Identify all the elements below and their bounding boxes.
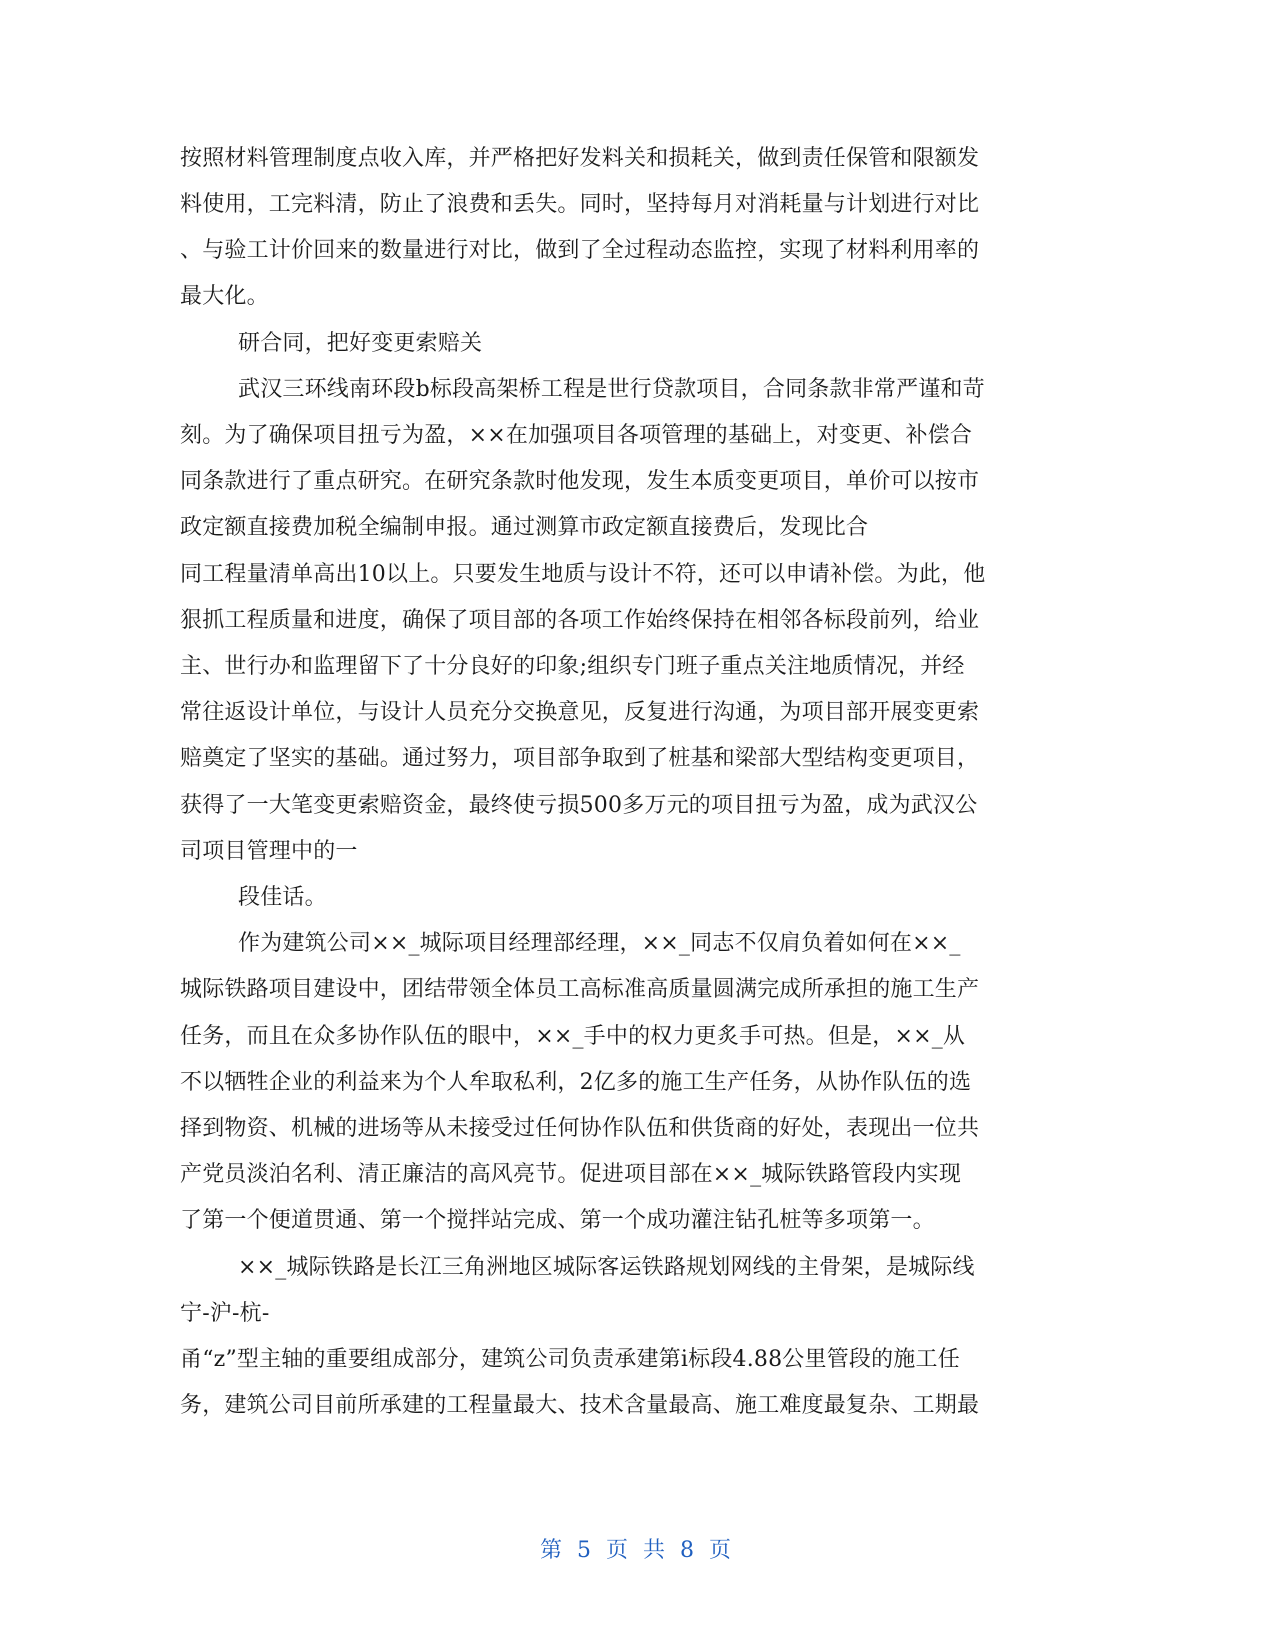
text-line: 、与验工计价回来的数量进行对比，做到了全过程动态监控，实现了材料利用率的 — [180, 238, 980, 263]
text-line: 作为建筑公司××_城际项目经理部经理，××_同志不仅肩负着如何在××_ — [238, 931, 961, 956]
text-line: 城际铁路项目建设中，团结带领全体员工高标准高质量圆满完成所承担的施工生产 — [180, 977, 980, 1002]
page-number-footer: 第 5 页 共 8 页 — [540, 1538, 735, 1563]
text-line: 务，建筑公司目前所承建的工程量最大、技术含量最高、施工难度最复杂、工期最 — [180, 1393, 980, 1418]
text-line: 狠抓工程质量和进度，确保了项目部的各项工作始终保持在相邻各标段前列，给业 — [180, 608, 980, 633]
text-line: 获得了一大笔变更索赔资金，最终使亏损500多万元的项目扭亏为盈，成为武汉公 — [180, 793, 978, 818]
text-line: 宁-沪-杭- — [180, 1301, 270, 1326]
text-line: 赔奠定了坚实的基础。通过努力，项目部争取到了桩基和梁部大型结构变更项目， — [180, 746, 980, 771]
text-line: 主、世行办和监理留下了十分良好的印象;组织专门班子重点关注地质情况，并经 — [180, 654, 965, 679]
text-line: 任务，而且在众多协作队伍的眼中，××_手中的权力更炙手可热。但是，××_从 — [180, 1024, 966, 1049]
text-line: 同工程量清单高出10以上。只要发生地质与设计不符，还可以申请补偿。为此，他 — [180, 562, 986, 587]
text-line: 政定额直接费加税全编制申报。通过测算市政定额直接费后，发现比合 — [180, 515, 869, 540]
text-line: 不以牺牲企业的利益来为个人牟取私利，2亿多的施工生产任务，从协作队伍的选 — [180, 1070, 972, 1095]
text-line: 常往返设计单位，与设计人员充分交换意见，反复进行沟通，为项目部开展变更索 — [180, 700, 980, 725]
text-line: 刻。为了确保项目扭亏为盈，××在加强项目各项管理的基础上，对变更、补偿合 — [180, 423, 973, 448]
text-line: 产党员淡泊名利、清正廉洁的高风亮节。促进项目部在××_城际铁路管段内实现 — [180, 1162, 962, 1187]
text-line: 同条款进行了重点研究。在研究条款时他发现，发生本质变更项目，单价可以按市 — [180, 469, 980, 494]
text-line: 料使用，工完料清，防止了浪费和丢失。同时，坚持每月对消耗量与计划进行对比 — [180, 192, 980, 217]
text-line: 武汉三环线南环段b标段高架桥工程是世行贷款项目，合同条款非常严谨和苛 — [238, 377, 985, 402]
section-heading: 研合同，把好变更索赔关 — [238, 331, 483, 356]
text-line: 司项目管理中的一 — [180, 839, 358, 864]
text-line: 段佳话。 — [238, 885, 327, 910]
text-line: 择到物资、机械的进场等从未接受过任何协作队伍和供货商的好处，表现出一位共 — [180, 1116, 980, 1141]
text-line: ××_城际铁路是长江三角洲地区城际客运铁路规划网线的主骨架，是城际线 — [238, 1255, 975, 1280]
text-line: 按照材料管理制度点收入库，并严格把好发料关和损耗关，做到责任保管和限额发 — [180, 146, 980, 171]
text-line: 甬“z”型主轴的重要组成部分，建筑公司负责承建第i标段4.88公里管段的施工任 — [180, 1347, 960, 1372]
text-line: 最大化。 — [180, 284, 269, 309]
text-line: 了第一个便道贯通、第一个搅拌站完成、第一个成功灌注钻孔桩等多项第一。 — [180, 1208, 935, 1233]
